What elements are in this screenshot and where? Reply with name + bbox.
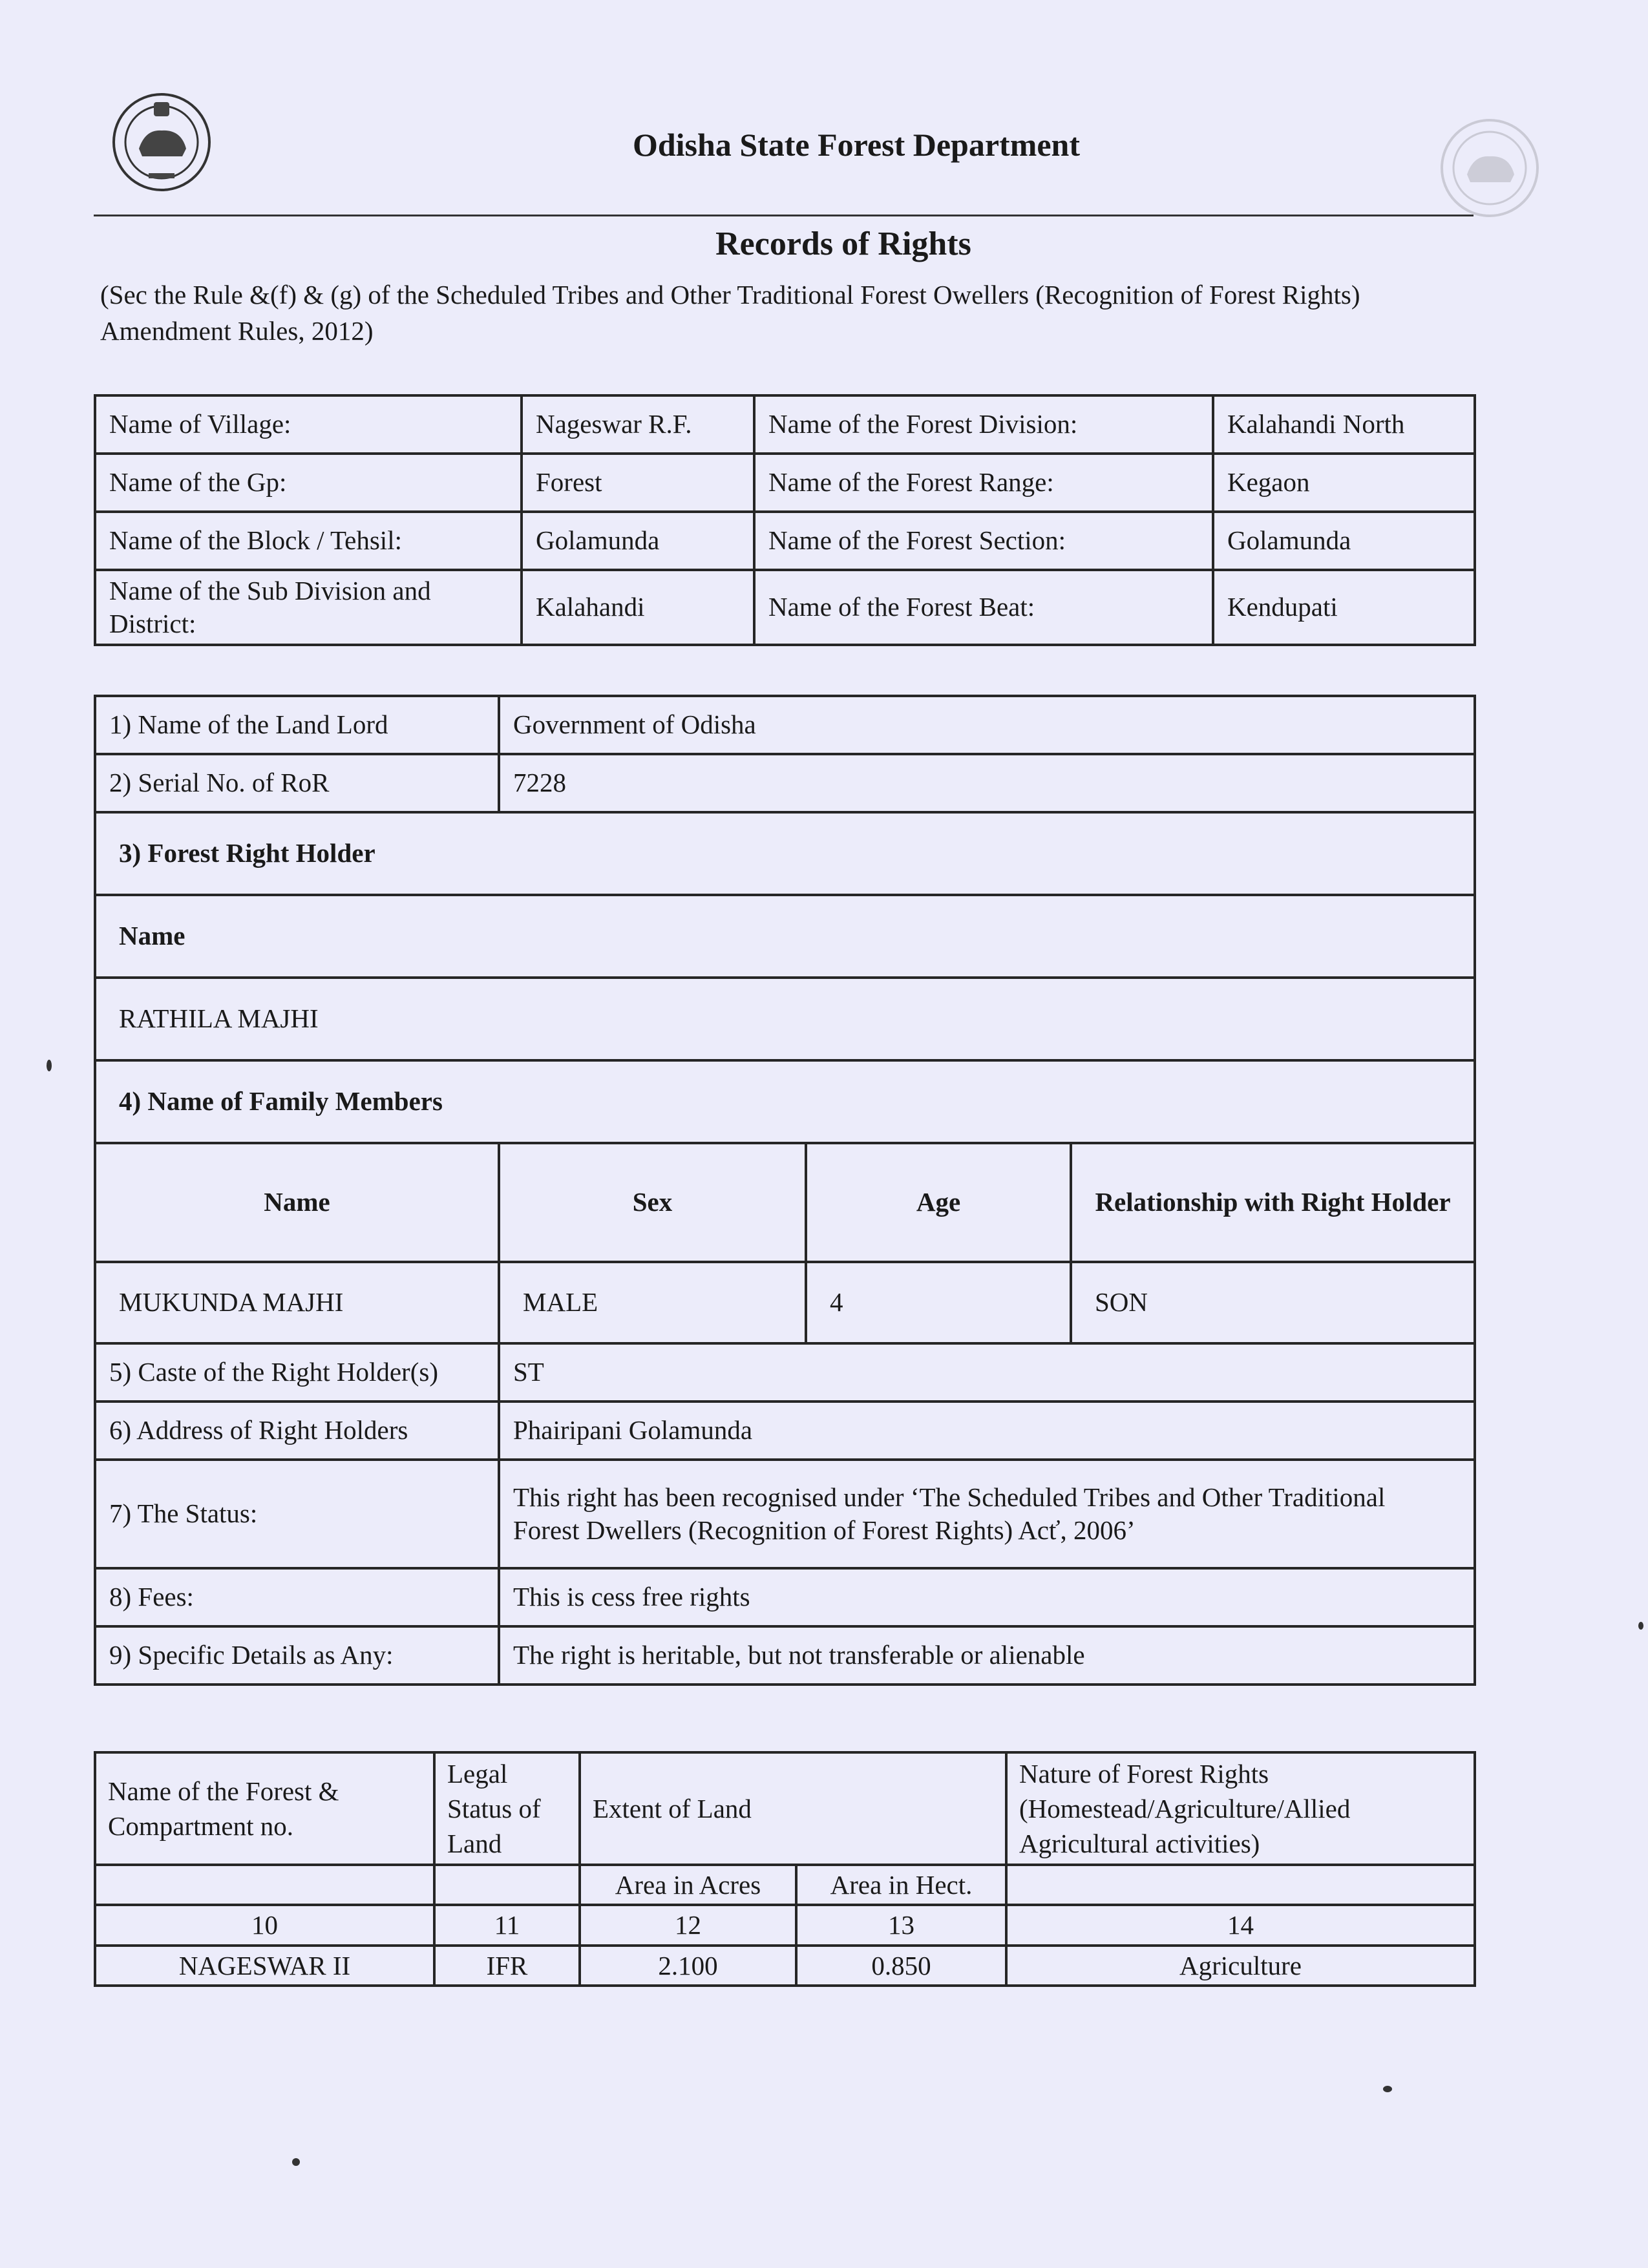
- empty-cell: [95, 1865, 434, 1905]
- caste-value: ST: [499, 1343, 1475, 1402]
- table-row: [95, 895, 1475, 978]
- col-number: 14: [1006, 1905, 1475, 1945]
- address-label: 6) Address of Right Holders: [95, 1402, 499, 1460]
- empty-cell: [1006, 1865, 1475, 1905]
- col-acres: Area in Acres: [580, 1865, 796, 1905]
- family-header-row: [95, 1143, 1475, 1262]
- member-relation: SON: [1071, 1262, 1475, 1343]
- land-header-row: [95, 1752, 1475, 1865]
- table-row: [95, 696, 1475, 754]
- table-row: [95, 812, 1475, 895]
- gp-label: Name of the Gp:: [95, 454, 522, 512]
- table-row: [95, 1460, 1475, 1568]
- fees-value: This is cess free rights: [499, 1568, 1475, 1626]
- gp-value: Forest: [522, 454, 754, 512]
- nature-of-rights: Agriculture: [1006, 1946, 1475, 1986]
- family-heading: 4) Name of Family Members: [95, 1060, 1475, 1143]
- beat-label: Name of the Forest Beat:: [754, 570, 1213, 645]
- status-label: 7) The Status:: [95, 1460, 499, 1568]
- block-label: Name of the Block / Tehsil:: [95, 512, 522, 570]
- range-label: Name of the Forest Range:: [754, 454, 1213, 512]
- area-acres: 2.100: [580, 1946, 796, 1986]
- col-number: 12: [580, 1905, 796, 1945]
- land-table: [94, 1751, 1476, 1987]
- table-row: [95, 1060, 1475, 1143]
- location-table: [94, 394, 1476, 646]
- col-nature: Nature of Forest Rights (Homestead/Agriculture/Allied Agricultural activities): [1006, 1752, 1475, 1865]
- family-col-relationship: Relationship with Right Holder: [1071, 1143, 1475, 1262]
- landlord-value: Government of Odisha: [499, 696, 1475, 754]
- col-number: 13: [796, 1905, 1006, 1945]
- forest-name: NAGESWAR II: [95, 1946, 434, 1986]
- col-number: 11: [434, 1905, 580, 1945]
- member-age: 4: [806, 1262, 1071, 1343]
- record-table: [94, 695, 1476, 1686]
- status-line-2: Forest Dwellers (Recognition of Forest Rights) Acť, 2006’: [513, 1515, 1136, 1545]
- department-title: Odisha State Forest Department: [632, 127, 1081, 163]
- subtitle: (Sec the Rule &(f) & (g) of the Scheduled Tribes and Other Traditional Forest Owellers (Recognition of Forest Rights) Amendment Rules, 2012): [100, 280, 1360, 346]
- range-value: Kegaon: [1213, 454, 1475, 512]
- division-label: Name of the Forest Division:: [754, 395, 1213, 454]
- table-row: [95, 1568, 1475, 1626]
- table-row: [95, 570, 1475, 645]
- details-value: The right is heritable, but not transferable or alienable: [499, 1626, 1475, 1685]
- holder-heading: 3) Forest Right Holder: [95, 812, 1475, 895]
- serial-value: 7228: [499, 754, 1475, 812]
- caste-label: 5) Caste of the Right Holder(s): [95, 1343, 499, 1402]
- village-label: Name of Village:: [95, 395, 522, 454]
- scan-speck: [1638, 1622, 1643, 1630]
- division-value: Kalahandi North: [1213, 395, 1475, 454]
- subdiv-value: Kalahandi: [522, 570, 754, 645]
- empty-cell: [434, 1865, 580, 1905]
- family-col-age: Age: [806, 1143, 1071, 1262]
- scan-speck: [292, 2158, 300, 2166]
- table-row: [95, 454, 1475, 512]
- col-hect: Area in Hect.: [796, 1865, 1006, 1905]
- status-value: [499, 1460, 1475, 1568]
- land-subheader-row: [95, 1865, 1475, 1905]
- table-row: [95, 978, 1475, 1060]
- page-title: Records of Rights: [715, 226, 971, 262]
- serial-label: 2) Serial No. of RoR: [95, 754, 499, 812]
- address-value: Phairipani Golamunda: [499, 1402, 1475, 1460]
- subdiv-label: Name of the Sub Division and District:: [95, 570, 522, 645]
- col-legal: Legal Status of Land: [434, 1752, 580, 1865]
- section-label: Name of the Forest Section:: [754, 512, 1213, 570]
- member-name: MUKUNDA MAJHI: [95, 1262, 499, 1343]
- table-row: [95, 395, 1475, 454]
- col-forest: Name of the Forest & Compartment no.: [95, 1752, 434, 1865]
- col-extent: Extent of Land: [580, 1752, 1006, 1865]
- table-row: [95, 512, 1475, 570]
- holder-name: RATHILA MAJHI: [95, 978, 1475, 1060]
- family-member-row: [95, 1262, 1475, 1343]
- family-col-sex: Sex: [499, 1143, 806, 1262]
- block-value: Golamunda: [522, 512, 754, 570]
- land-data-row: [95, 1946, 1475, 1986]
- member-sex: MALE: [499, 1262, 806, 1343]
- landlord-label: 1) Name of the Land Lord: [95, 696, 499, 754]
- land-number-row: [95, 1905, 1475, 1945]
- table-row: [95, 754, 1475, 812]
- col-number: 10: [95, 1905, 434, 1945]
- section-value: Golamunda: [1213, 512, 1475, 570]
- table-row: [95, 1402, 1475, 1460]
- header-divider: [94, 215, 1474, 216]
- scan-speck: [47, 1060, 52, 1071]
- details-label: 9) Specific Details as Any:: [95, 1626, 499, 1685]
- table-row: [95, 1626, 1475, 1685]
- status-line-1: This right has been recognised under ‘The Scheduled Tribes and Other Traditional: [513, 1482, 1386, 1512]
- family-col-name: Name: [95, 1143, 499, 1262]
- scan-speck: [1383, 2086, 1392, 2092]
- fees-label: 8) Fees:: [95, 1568, 499, 1626]
- legal-status: IFR: [434, 1946, 580, 1986]
- table-row: [95, 1343, 1475, 1402]
- area-hect: 0.850: [796, 1946, 1006, 1986]
- name-heading: Name: [95, 895, 1475, 978]
- village-value: Nageswar R.F.: [522, 395, 754, 454]
- beat-value: Kendupati: [1213, 570, 1475, 645]
